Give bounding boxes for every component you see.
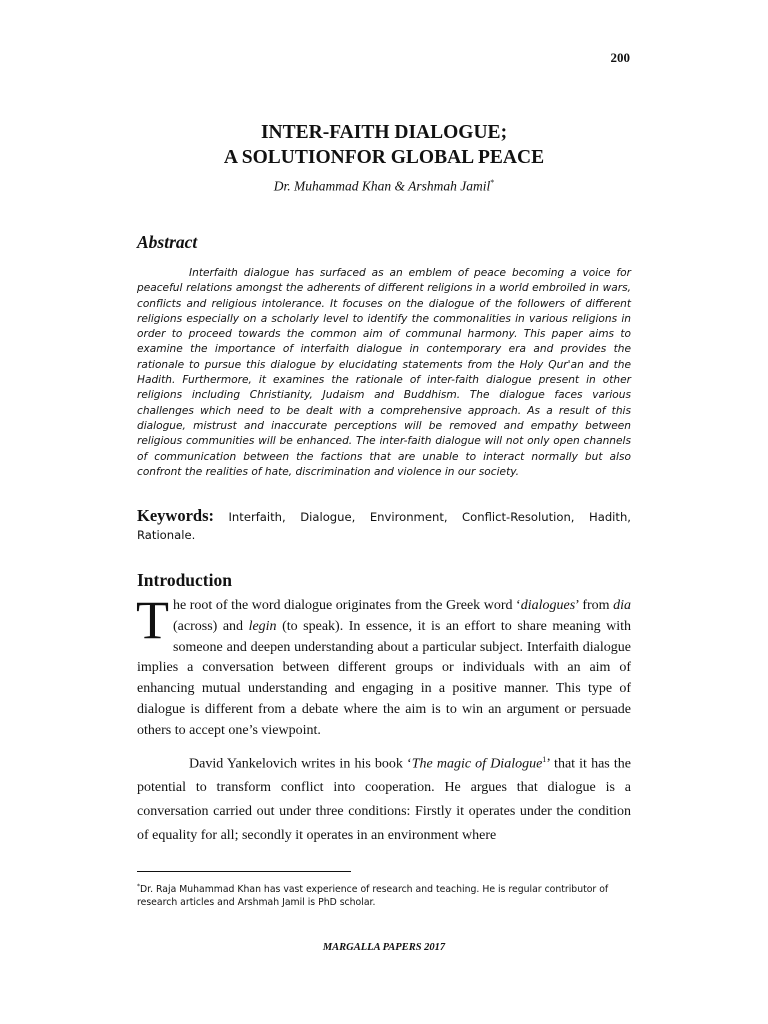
footnote-marker: * <box>137 883 140 890</box>
drop-cap: T <box>136 590 169 650</box>
intro-term-dialogues: dialogues <box>520 598 576 613</box>
paper-title <box>0 120 768 170</box>
introduction-paragraph-2 <box>137 748 631 847</box>
footnote-ref-1[interactable]: 1 <box>542 755 547 764</box>
intro-text-a: he root of the word dialogue originates from the Greek word ‘ <box>173 598 521 613</box>
abstract-heading: Abstract <box>137 232 198 252</box>
footnote-divider <box>137 871 351 872</box>
author-line <box>0 178 768 195</box>
intro-term-legin: legin <box>248 618 277 634</box>
footnote-text: Dr. Raja Muhammad Khan has vast experience of research and teaching. He is regular contributor of research articles and Arshmah Jamil is PhD scholar. <box>137 884 609 909</box>
intro-text-c: ’ from <box>575 598 614 613</box>
introduction-paragraph-1 <box>136 590 631 742</box>
page-footer: MARGALLA PAPERS 2017 <box>322 942 446 953</box>
title-line-1: INTER-FAITH DIALOGUE; <box>260 122 508 143</box>
title-line-2: A SOLUTIONFOR GLOBAL PEACE <box>223 147 545 168</box>
intro-text-g: (to speak). In essence, it is an effort to share meaning with someone and deepen understanding about a particular subject. Interfaith dialogue implies a conversation between different groups or individuals with an aim of enhancing mutual understanding and engaging in a positive manner. This type of dialogue is different from a debate where the aim is to win an argument or persuade others to accept one’s viewpoint. <box>137 618 631 738</box>
keywords-label: Keywords: <box>137 506 214 525</box>
page-number: 200 <box>610 50 630 65</box>
abstract-body: Interfaith dialogue has surfaced as an emblem of peace becoming a voice for peaceful relations amongst the adherents of different religions in a world embroiled in wars, conflicts and religious intolerance. It focuses on the dialogue of the followers of different religions especially on a scholarly level to identify the commonalities in various religions in order to proceed towards the common aim of communal harmony. This paper aims to examine the importance of interfaith dialogue in contemporary era and provides the rationale to pursue this dialogue by elucidating statements from the Holy Qur'an and the Hadith. Furthermore, it examines the rationale of inter-faith dialogue present in other religions including Christianity, Judaism and Buddhism. The dialogue faces various challenges which need to be dealt with a comprehensive approach. As a result of this dialogue, mistrust and inaccurate perceptions will be removed and empathy between religious communities will be enhanced. The inter-faith dialogue will not only open channels of communication between the factions that are unable to interact normally but also confront the realities of hate, discrimination and violence in our society. <box>137 267 631 478</box>
intro-term-dia: dia <box>613 598 631 613</box>
author-names: Dr. Muhammad Khan & Arshmah Jamil <box>273 178 491 194</box>
author-footnote-marker[interactable]: * <box>490 178 495 187</box>
intro-text-e: (across) and <box>173 618 249 634</box>
para2-text-a: David Yankelovich writes in his book ‘ <box>189 756 412 772</box>
para2-text-c: ’ that it has the potential to transform conflict into cooperation. He argues that dialogue is a conversation carried out under three conditions: Firstly it operates under the condition of equality for all; secondly it operates in an environment where <box>137 756 631 843</box>
introduction-heading: Introduction <box>137 570 232 590</box>
keywords-text: Interfaith, Dialogue, Environment, Conflict-Resolution, Hadith, Rationale. <box>137 510 631 542</box>
keywords-section <box>137 507 631 544</box>
book-title: The magic of Dialogue <box>411 756 543 772</box>
footnote <box>137 880 631 909</box>
